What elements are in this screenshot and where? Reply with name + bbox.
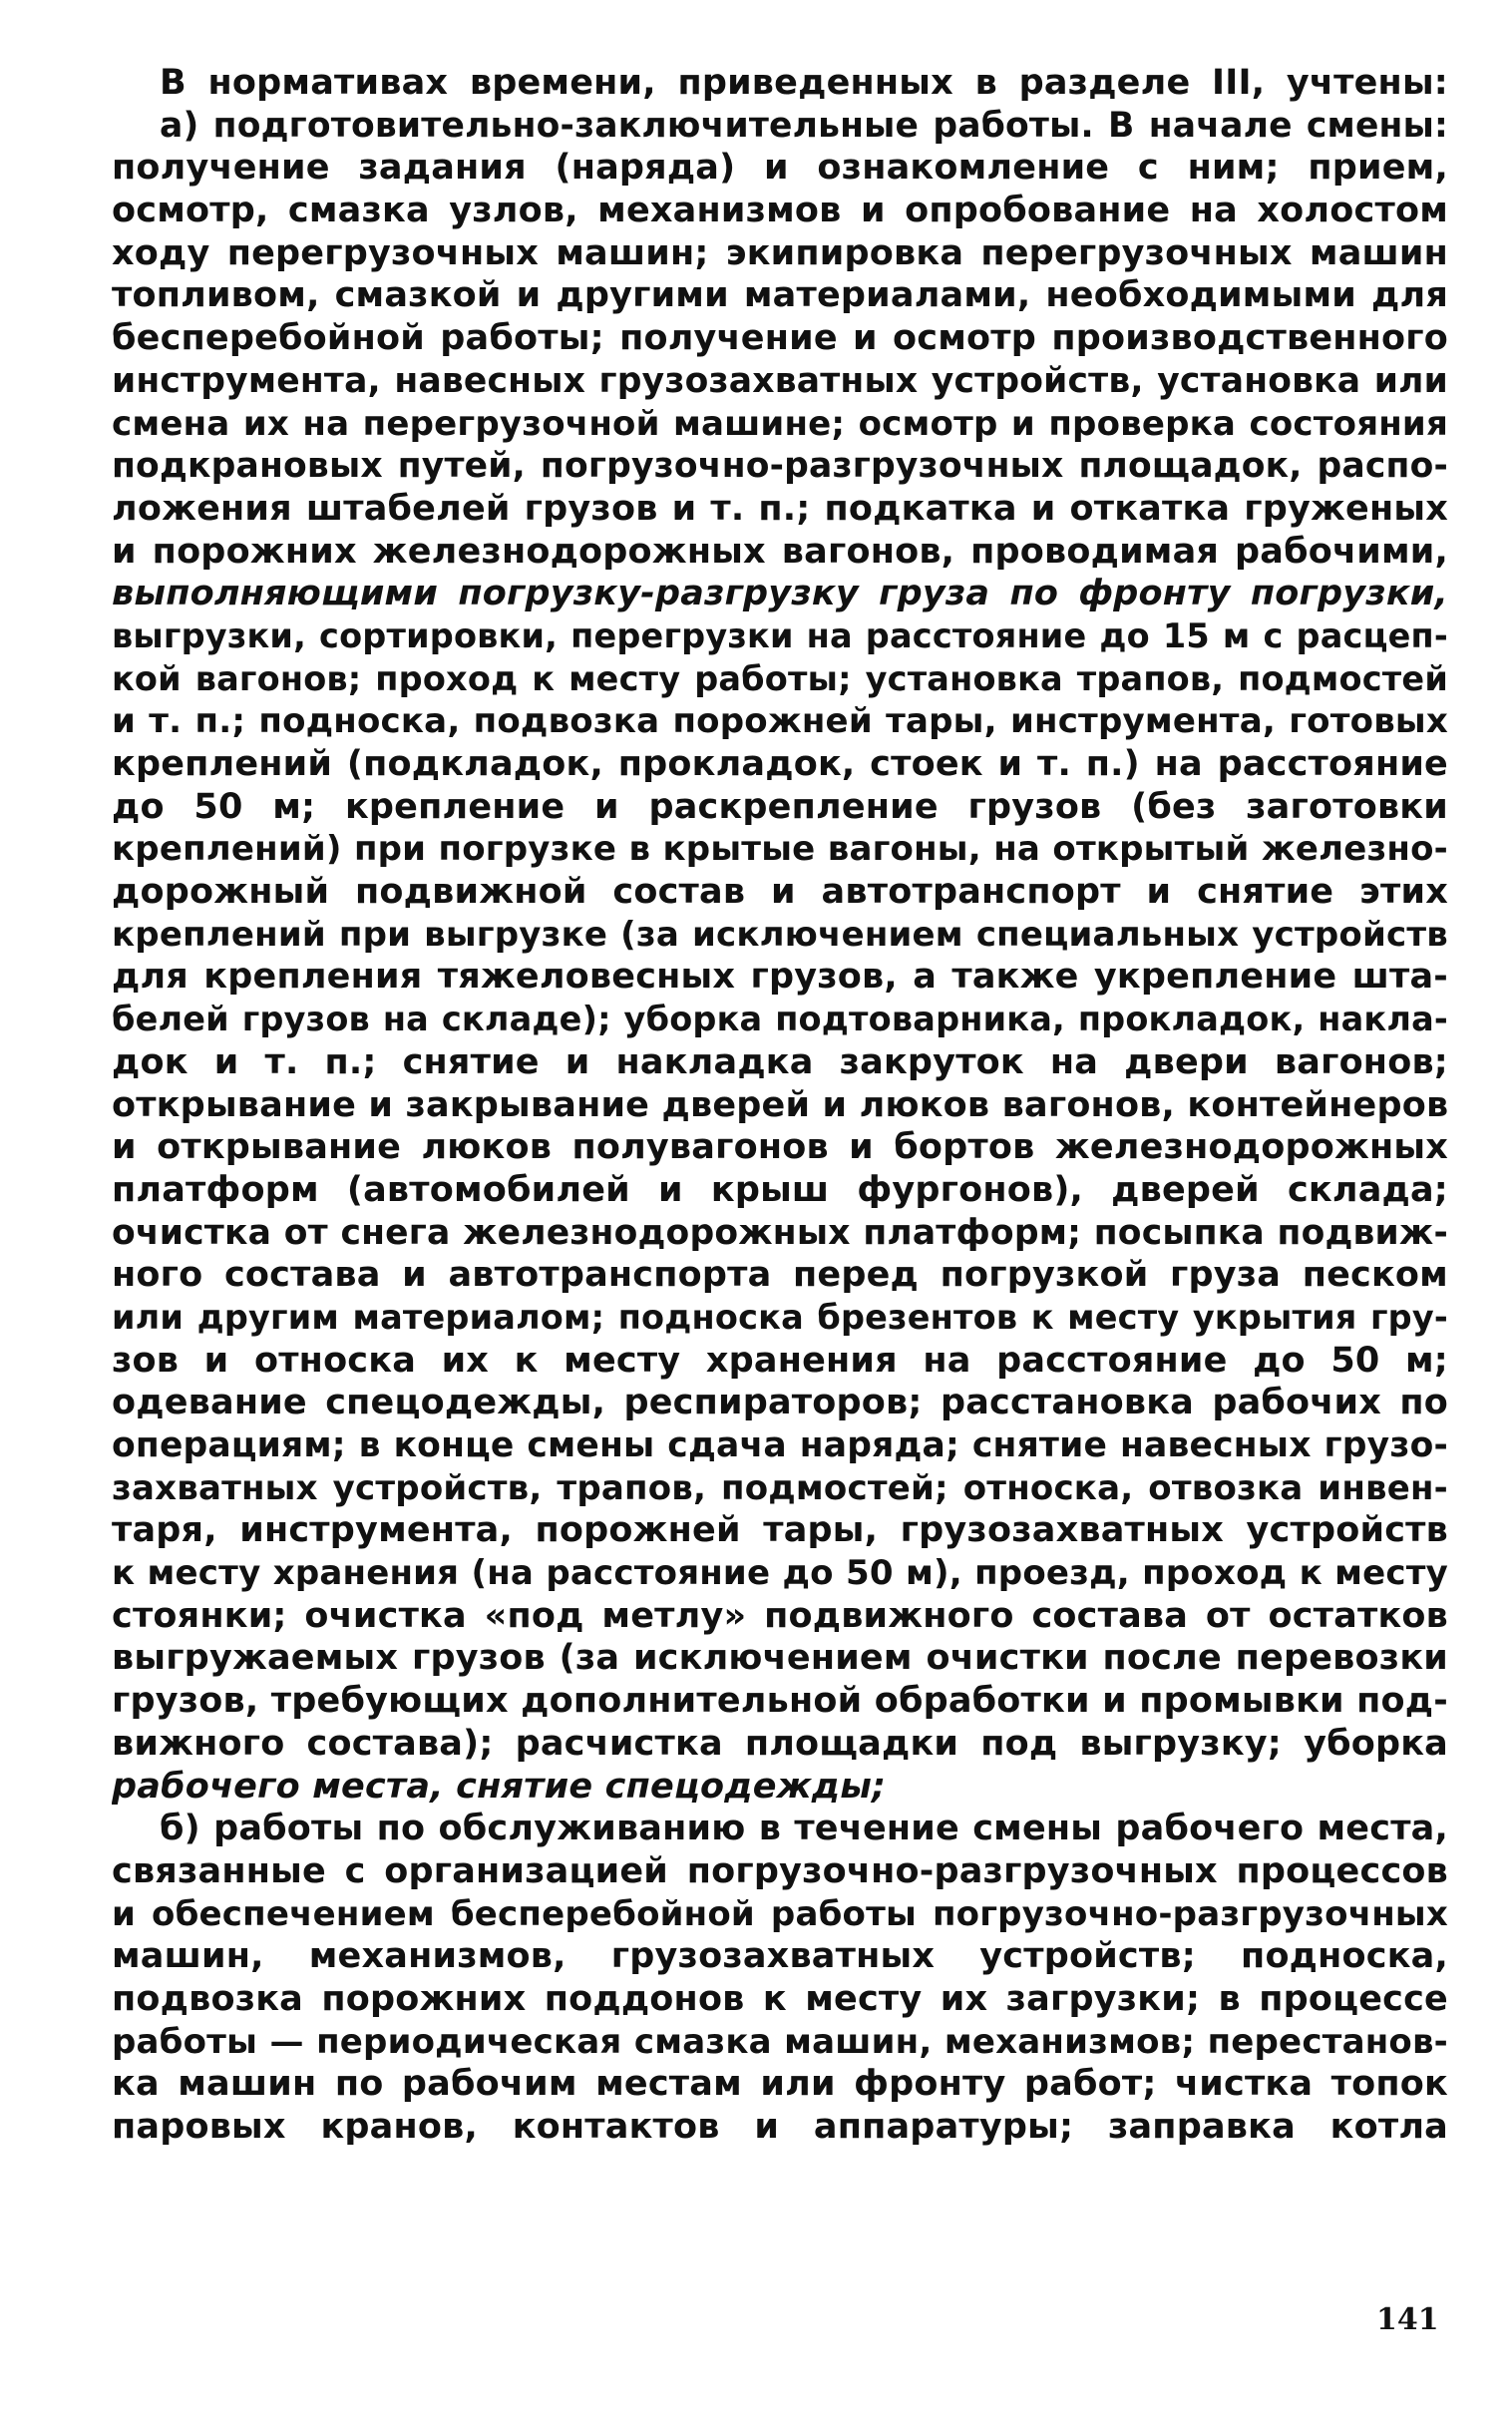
text-line-38: выгружаемых грузов (за исключением очистки после перевозки — [112, 1638, 1448, 1679]
text-line-46: подвозка порожних поддонов к месту их загрузки; в процессе — [112, 1978, 1448, 2019]
text-line-8: инструмента, навесных грузозахватных устройств, установка или — [112, 360, 1448, 401]
text-line-20: дорожный подвижной состав и автотранспорт и снятие этих — [112, 872, 1448, 913]
text-line-29: ного состава и автотранспорта перед погрузкой груза песком — [112, 1255, 1448, 1296]
text-line-17: креплений (подкладок, прокладок, стоек и т. п.) на расстояние — [112, 744, 1448, 784]
text-line-11: ложения штабелей грузов и т. п.; подкатка и откатка груженых — [112, 488, 1448, 529]
text-line-27: платформ (автомобилей и крыш фургонов), дверей склада; — [112, 1169, 1448, 1210]
text-line-49: паровых кранов, контактов и аппаратуры; заправка котла — [112, 2107, 1448, 2147]
text-line-40: вижного состава); расчистка площадки под выгрузку; уборка — [112, 1723, 1448, 1764]
text-line-28: очистка от снега железнодорожных платформ; посыпка подвиж- — [112, 1212, 1448, 1253]
page-text — [112, 62, 1448, 2149]
text-line-12: и порожних железнодорожных вагонов, проводимая рабочими, — [112, 531, 1448, 572]
text-line-43: связанные с организацией погрузочно-разгрузочных процессов — [112, 1850, 1448, 1891]
text-line-47: работы — периодическая смазка машин, механизмов; перестанов- — [112, 2021, 1448, 2062]
text-line-2: а) подготовительно-заключительные работы. В начале смены: — [160, 105, 1448, 146]
text-line-42: б) работы по обслуживанию в течение смены рабочего места, — [160, 1809, 1448, 1849]
text-line-41: рабочего места, снятие спецодежды; — [112, 1766, 887, 1807]
text-line-35: таря, инструмента, порожней тары, грузозахватных устройств — [112, 1510, 1448, 1551]
text-line-34: захватных устройств, трапов, подмостей; относка, отвозка инвен- — [112, 1467, 1448, 1508]
text-line-4: осмотр, смазка узлов, механизмов и опробование на холостом — [112, 191, 1448, 231]
text-line-18: до 50 м; крепление и раскрепление грузов (без заготовки — [112, 786, 1448, 827]
text-line-10: подкрановых путей, погрузочно-разгрузочных площадок, распо- — [112, 446, 1448, 487]
text-line-19: креплений) при погрузке в крытые вагоны, на открытый железно- — [112, 829, 1448, 870]
text-line-31: зов и относка их к месту хранения на расстояние до 50 м; — [112, 1340, 1448, 1381]
text-line-22: для крепления тяжеловесных грузов, а также укрепление шта- — [112, 957, 1448, 998]
text-line-48: ка машин по рабочим местам или фронту работ; чистка топок — [112, 2064, 1448, 2105]
text-line-3: получение задания (наряда) и ознакомление с ним; прием, — [112, 148, 1448, 189]
text-line-25: открывание и закрывание дверей и люков вагонов, контейнеров — [112, 1084, 1448, 1125]
text-line-33: операциям; в конце смены сдача наряда; снятие навесных грузо- — [112, 1425, 1448, 1465]
text-line-39: грузов, требующих дополнительной обработки и промывки под- — [112, 1681, 1448, 1722]
text-line-37: стоянки; очистка «под метлу» подвижного состава от остатков — [112, 1595, 1448, 1636]
text-line-16: и т. п.; подноска, подвозка порожней тары, инструмента, готовых — [112, 701, 1448, 742]
text-line-36: к месту хранения (на расстояние до 50 м), проезд, проход к месту — [112, 1553, 1448, 1594]
text-line-6: топливом, смазкой и другими материалами, необходимыми для — [112, 275, 1448, 316]
text-line-14: выгрузки, сортировки, перегрузки на расстояние до 15 м с расцеп- — [112, 615, 1448, 655]
text-line-21: креплений при выгрузке (за исключением специальных устройств — [112, 914, 1448, 955]
text-line-44: и обеспечением бесперебойной работы погрузочно-разгрузочных — [112, 1893, 1448, 1934]
text-line-7: бесперебойной работы; получение и осмотр производственного — [112, 318, 1448, 359]
text-line-24: док и т. п.; снятие и накладка закруток на двери вагонов; — [112, 1041, 1448, 1082]
text-line-15: кой вагонов; проход к месту работы; установка трапов, подмостей — [112, 658, 1448, 698]
page-number: 141 — [1376, 2302, 1439, 2337]
text-line-26: и открывание люков полувагонов и бортов железнодорожных — [112, 1127, 1448, 1168]
text-line-45: машин, механизмов, грузозахватных устройств; подноска, — [112, 1936, 1448, 1977]
text-line-23: белей грузов на складе); уборка подтоварника, прокладок, накла- — [112, 1000, 1448, 1039]
text-line-5: ходу перегрузочных машин; экипировка перегрузочных машин — [112, 232, 1448, 273]
text-line-1: В нормативах времени, приведенных в разделе III, учтены: — [160, 63, 1448, 103]
text-line-9: смена их на перегрузочной машине; осмотр и проверка состояния — [112, 403, 1448, 444]
text-line-13: выполняющими погрузку-разгрузку груза по фронту погрузки, — [112, 574, 1448, 614]
text-line-30: или другим материалом; подноска брезентов к месту укрытия гру- — [112, 1297, 1448, 1337]
text-line-32: одевание спецодежды, респираторов; расстановка рабочих по — [112, 1383, 1448, 1423]
